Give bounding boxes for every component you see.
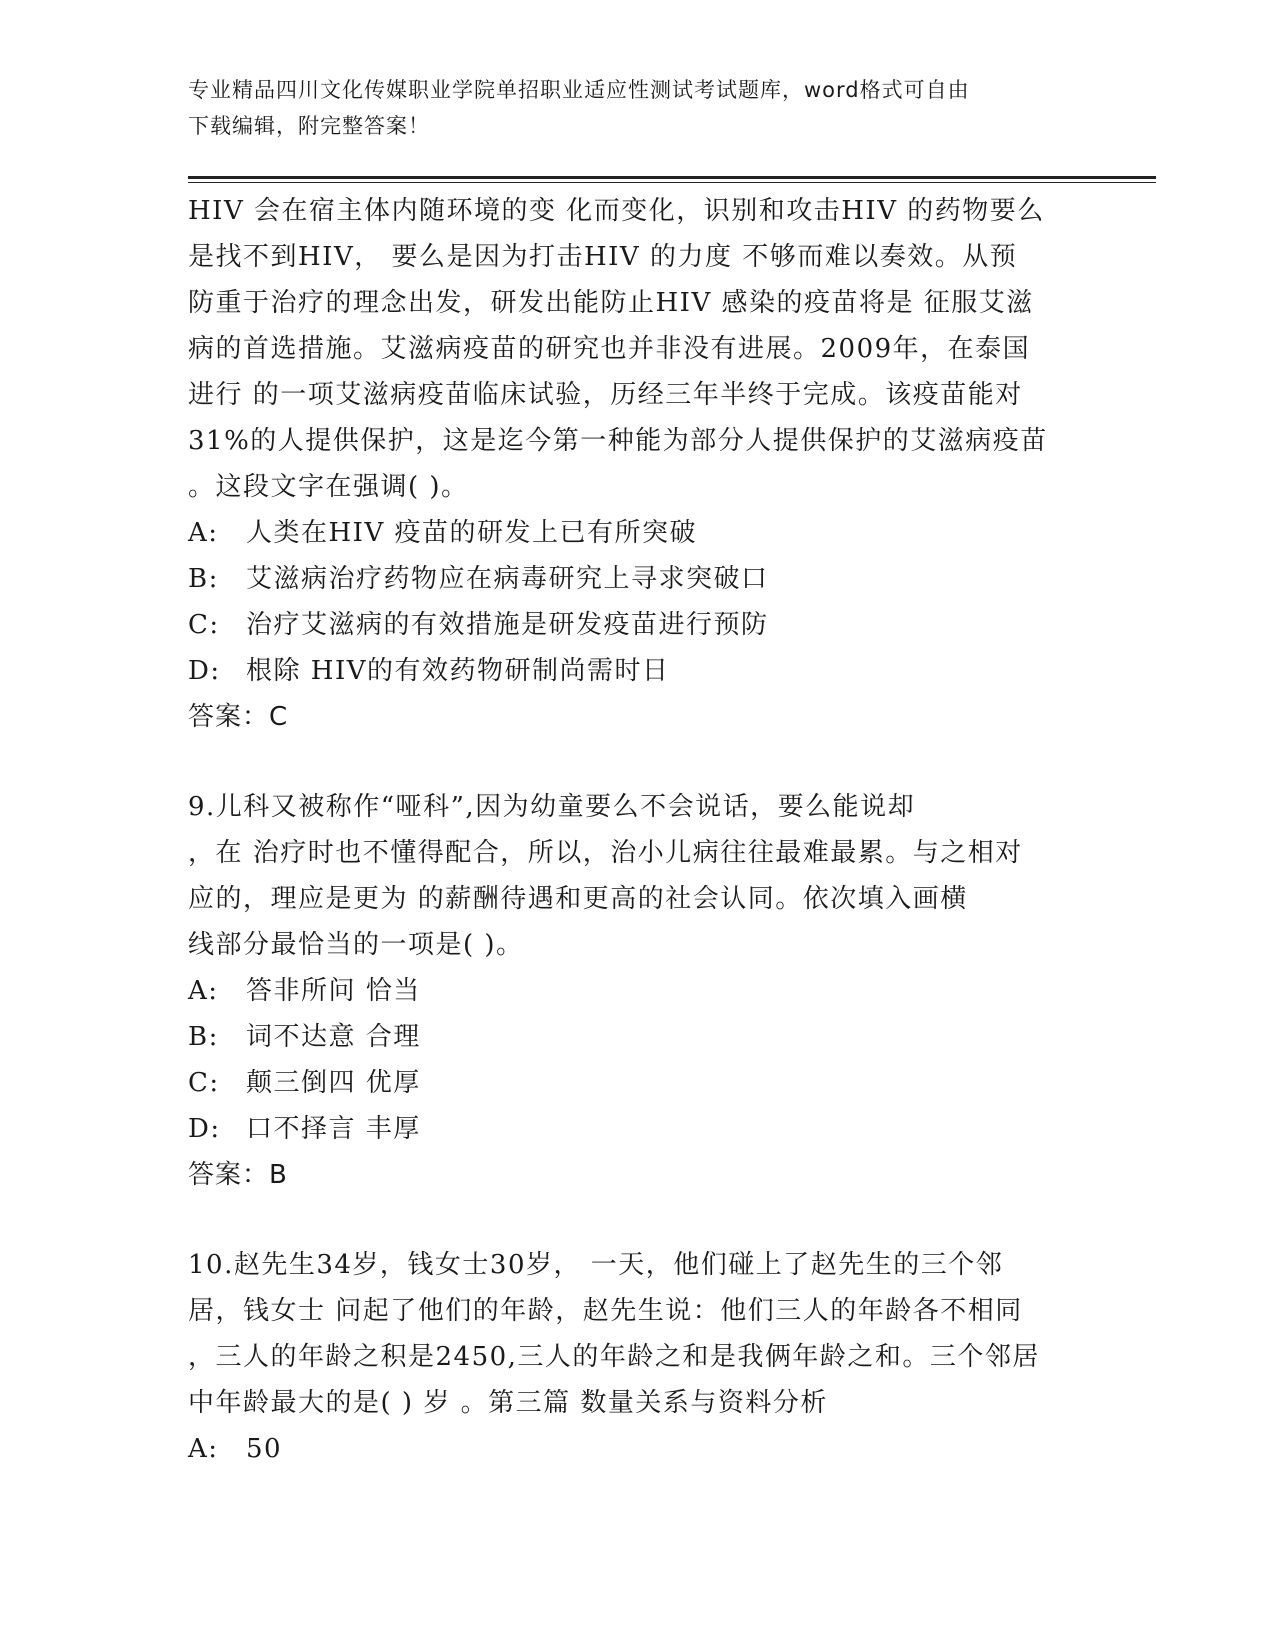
question-text-line: 9.儿科又被称作“哑科”,因为幼童要么不会说话，要么能说却 — [188, 792, 916, 822]
answer-label: 答案：C — [188, 702, 289, 732]
question-10 — [188, 1242, 1148, 1472]
option-text: 艾滋病治疗药物应在病毒研究上寻求突破口 — [246, 564, 769, 594]
option-a — [188, 510, 1148, 556]
option-letter: D: — [188, 656, 221, 686]
question-8 — [188, 188, 1148, 740]
option-text: 根除 HIV的有效药物研制尚需时日 — [246, 656, 670, 686]
option-text: 口不择言 丰厚 — [246, 1114, 421, 1144]
question-text-line: 防重于治疗的理念出发，研发出能防止HIV 感染的疫苗将是 征服艾滋 — [188, 288, 1034, 318]
option-letter: B: — [188, 564, 219, 594]
option-text: 颠三倒四 优厚 — [246, 1068, 421, 1098]
option-letter: D: — [188, 1114, 221, 1144]
question-text-line: ，在 治疗时也不懂得配合，所以，治小儿病往往最难最累。与之相对 — [188, 838, 1023, 868]
question-text-line: 31%的人提供保护，这是迄今第一种能为部分人提供保护的艾滋病疫苗 — [188, 426, 1048, 456]
header-line-1: 专业精品四川文化传媒职业学院单招职业适应性测试考试题库，word格式可自由 — [188, 78, 970, 102]
option-text: 词不达意 合理 — [246, 1022, 421, 1052]
option-c — [188, 1060, 1148, 1106]
option-letter: B: — [188, 1022, 219, 1052]
option-text: 治疗艾滋病的有效措施是研发疫苗进行预防 — [246, 610, 769, 640]
document-body — [188, 188, 1148, 1472]
header-line-2: 下载编辑，附完整答案！ — [188, 114, 430, 138]
option-text: 答非所问 恰当 — [246, 976, 421, 1006]
option-letter: A: — [188, 518, 219, 548]
question-text-line: 线部分最恰当的一项是( )。 — [188, 930, 524, 960]
option-a — [188, 968, 1148, 1014]
question-text-line: 病的首选措施。艾滋病疫苗的研究也并非没有进展。2009年，在泰国 — [188, 334, 1031, 364]
document-header — [188, 72, 1068, 144]
question-text-line: 应的，理应是更为 的薪酬待遇和更高的社会认同。依次填入画横 — [188, 884, 968, 914]
question-text-line: 是找不到HIV， 要么是因为打击HIV 的力度 不够而难以奏效。从预 — [188, 242, 1018, 272]
question-text-line: 10.赵先生34岁，钱女士30岁， 一天，他们碰上了赵先生的三个邻 — [188, 1250, 1004, 1280]
option-letter: A: — [188, 976, 219, 1006]
option-text: 人类在HIV 疫苗的研发上已有所突破 — [246, 518, 697, 548]
header-rule-thick — [188, 176, 1156, 179]
question-text-line: ，三人的年龄之积是2450,三人的年龄之和是我俩年龄之和。三个邻居 — [188, 1342, 1040, 1372]
option-b — [188, 1014, 1148, 1060]
option-letter: A: — [188, 1434, 219, 1464]
spacer — [188, 1198, 1148, 1242]
question-text-line: 进行 的一项艾滋病疫苗临床试验，历经三年半终于完成。该疫苗能对 — [188, 380, 1023, 410]
option-letter: C: — [188, 610, 220, 640]
option-c — [188, 602, 1148, 648]
option-d — [188, 1106, 1148, 1152]
option-letter: C: — [188, 1068, 220, 1098]
question-text-line: 居，钱女士 问起了他们的年龄，赵先生说：他们三人的年龄各不相同 — [188, 1296, 1023, 1326]
header-rule-thin — [188, 182, 1156, 183]
question-text-line: HIV 会在宿主体内随环境的变 化而变化，识别和攻击HIV 的药物要么 — [188, 196, 1045, 226]
question-9 — [188, 784, 1148, 1198]
option-d — [188, 648, 1148, 694]
option-text: 50 — [246, 1434, 283, 1464]
question-text-line: 中年龄最大的是( ) 岁 。第三篇 数量关系与资料分析 — [188, 1388, 828, 1418]
answer-label: 答案：B — [188, 1160, 288, 1190]
option-a — [188, 1426, 1148, 1472]
question-text-line: 。这段文字在强调( )。 — [188, 472, 469, 502]
option-b — [188, 556, 1148, 602]
spacer — [188, 740, 1148, 784]
